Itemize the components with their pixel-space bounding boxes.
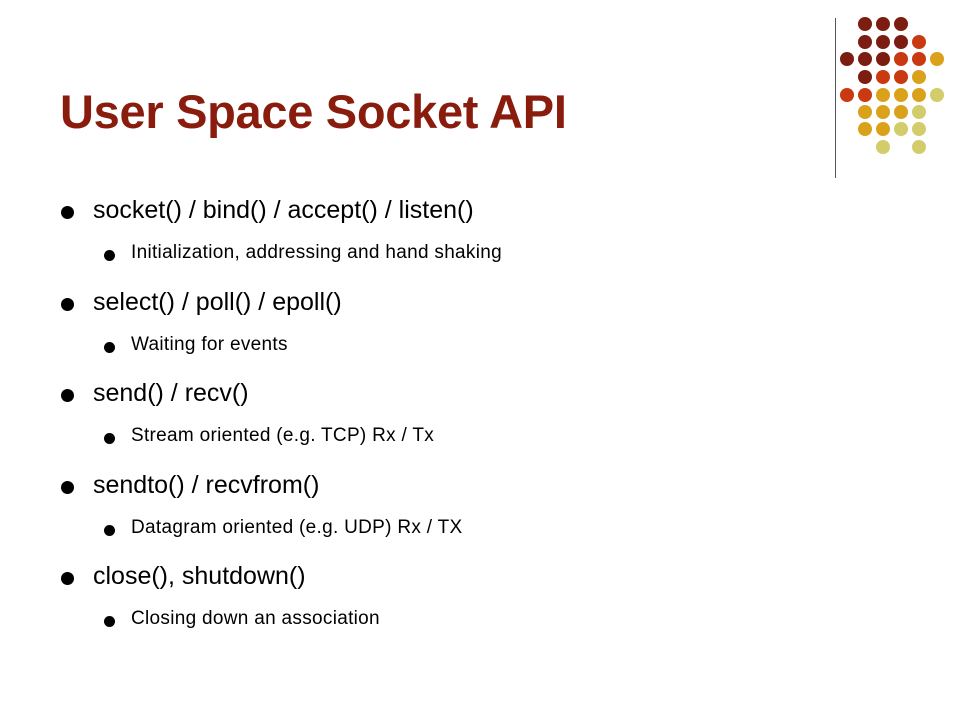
sub-bullet-item: Initialization, addressing and hand shaking	[131, 242, 502, 263]
decorative-divider-line	[835, 18, 836, 178]
sub-bullet-item: Closing down an association	[131, 608, 380, 629]
decor-dot	[876, 35, 890, 49]
decor-dot	[876, 88, 890, 102]
decor-dot	[894, 88, 908, 102]
bullet-item: socket() / bind() / accept() / listen()	[93, 196, 474, 224]
sub-bullet-item: Datagram oriented (e.g. UDP) Rx / TX	[131, 517, 463, 538]
bullet-dot	[61, 298, 74, 311]
decor-dot	[876, 140, 890, 154]
decor-dot	[876, 70, 890, 84]
decor-dot	[858, 70, 872, 84]
decor-dot	[912, 88, 926, 102]
bullet-dot	[61, 389, 74, 402]
slide-title: User Space Socket API	[60, 85, 567, 138]
sub-bullet-item: Stream oriented (e.g. TCP) Rx / Tx	[131, 425, 435, 446]
decor-dot	[876, 17, 890, 31]
decor-dot	[858, 35, 872, 49]
decor-dot	[894, 35, 908, 49]
decor-dot	[858, 52, 872, 66]
bullet-item: select() / poll() / epoll()	[93, 288, 342, 316]
decor-dot	[912, 105, 926, 119]
decor-dot	[858, 17, 872, 31]
bullet-dot	[61, 206, 74, 219]
decor-dot	[876, 122, 890, 136]
decor-dot	[912, 140, 926, 154]
sub-bullet-dot	[104, 433, 115, 444]
bullet-item: sendto() / recvfrom()	[93, 471, 320, 499]
decor-dot	[912, 70, 926, 84]
sub-bullet-item: Waiting for events	[131, 334, 288, 355]
bullet-dot	[61, 481, 74, 494]
decor-dot	[894, 52, 908, 66]
decor-dot	[894, 122, 908, 136]
decor-dot	[894, 70, 908, 84]
sub-bullet-dot	[104, 342, 115, 353]
decor-dot	[858, 105, 872, 119]
sub-bullet-dot	[104, 250, 115, 261]
bullet-dot	[61, 572, 74, 585]
decor-dot	[930, 52, 944, 66]
bullet-item: send() / recv()	[93, 379, 249, 407]
decor-dot	[876, 52, 890, 66]
decor-dot	[894, 105, 908, 119]
sub-bullet-dot	[104, 525, 115, 536]
decor-dot	[930, 88, 944, 102]
decor-dot	[912, 122, 926, 136]
bullet-item: close(), shutdown()	[93, 562, 306, 590]
decor-dot	[912, 52, 926, 66]
decor-dot	[894, 17, 908, 31]
decor-dot	[912, 35, 926, 49]
decor-dot	[840, 88, 854, 102]
sub-bullet-dot	[104, 616, 115, 627]
decor-dot	[858, 88, 872, 102]
decor-dot	[876, 105, 890, 119]
decor-dot	[840, 52, 854, 66]
decor-dot	[858, 122, 872, 136]
